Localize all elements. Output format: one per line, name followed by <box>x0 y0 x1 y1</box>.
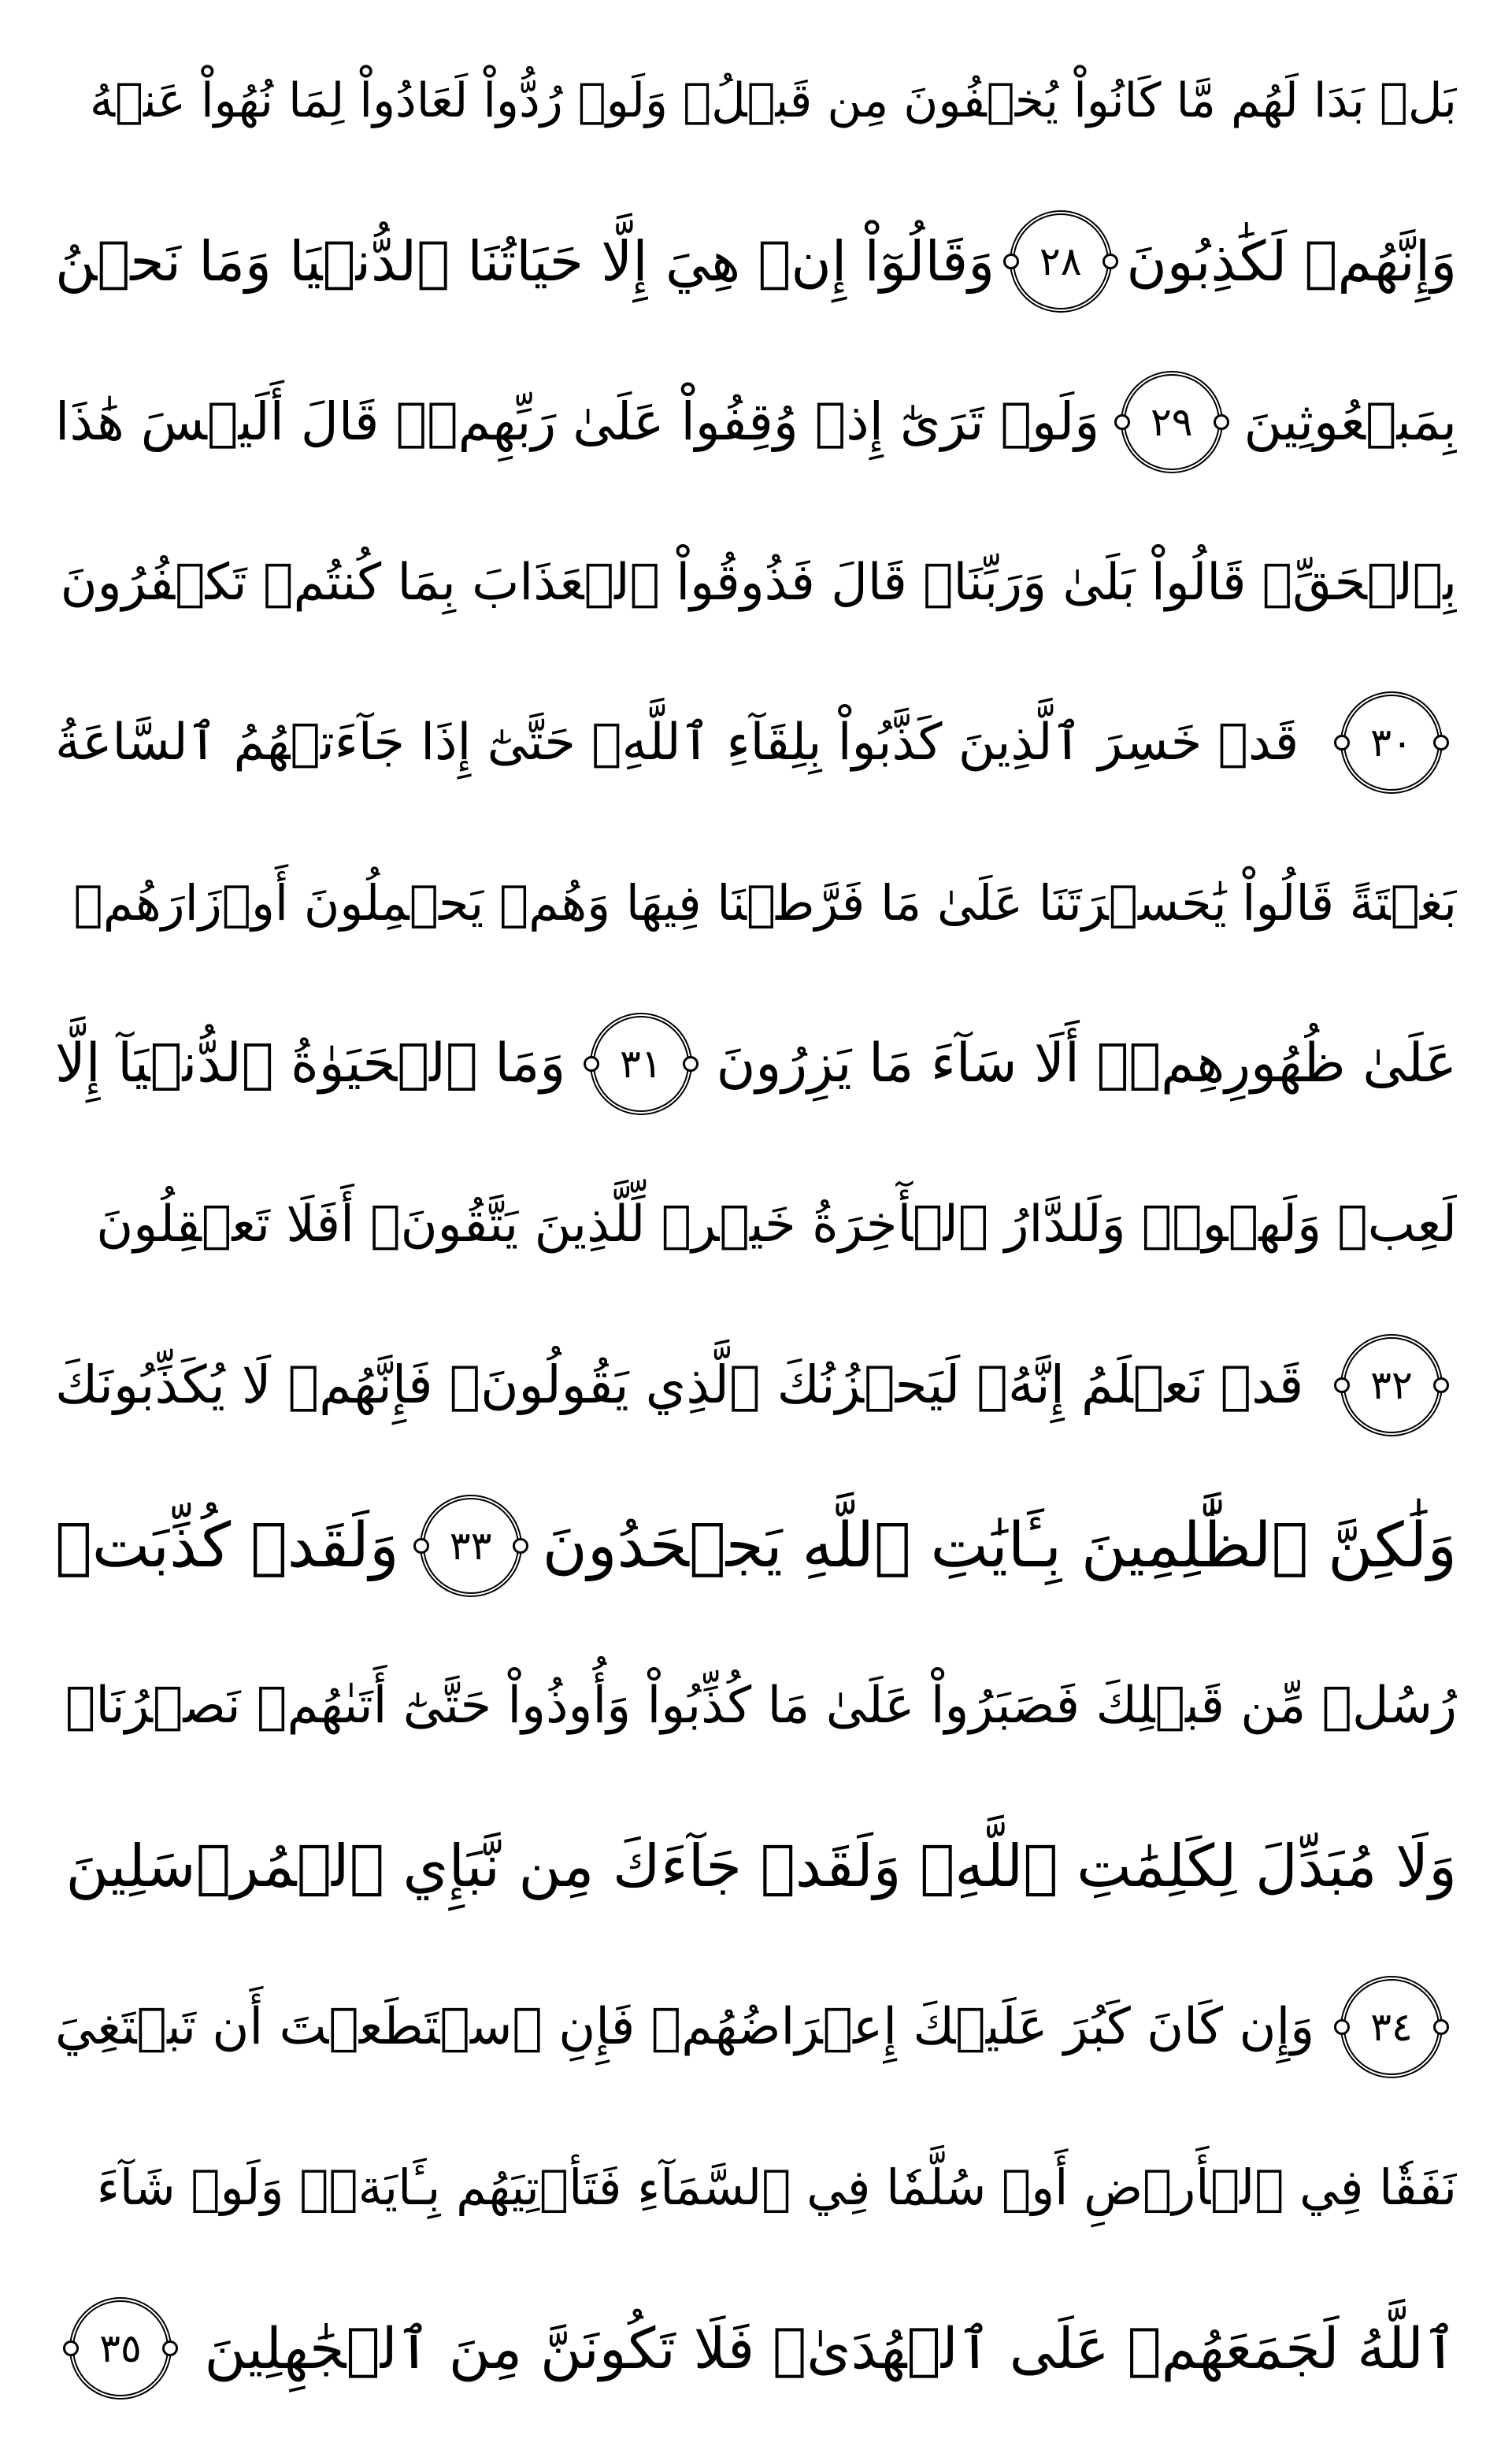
line-text: وَقَالُوٓاْ إِنۡ هِيَ إِلَّا حَيَاتُنَا ٱلدُّنۡيَا وَمَا نَحۡنُ <box>55 228 995 294</box>
text-line <box>55 1316 1457 1455</box>
line-text: نَفَقٗا فِي ٱلۡأَرۡضِ أَوۡ سُلَّمٗا فِي ٱلسَّمَآءِ فَتَأۡتِيَهُم بِـَٔايَةٖۚ وَلَوۡ شَآءَ <box>96 2158 1457 2216</box>
ayah-number-marker: ٢٩ <box>1121 371 1223 473</box>
line-text: وَمَا ٱلۡحَيَوٰةُ ٱلدُّنۡيَآ إِلَّا <box>55 1032 566 1095</box>
text-line <box>55 834 1457 973</box>
text-line <box>55 1958 1457 2096</box>
line-text: وَلَوۡ تَرَىٰٓ إِذۡ وُقِفُواْ عَلَىٰ رَبِّهِمۡۚ قَالَ أَلَيۡسَ هَٰذَا <box>55 391 1100 452</box>
line-text: لَعِبٞ وَلَهۡوٞۖ وَلَلدَّارُ ٱلۡأٓخِرَةُ خَيۡرٞ لِّلَّذِينَ يَتَّقُونَۚ أَفَلَا تَعۡقِلُونَ <box>96 1195 1457 1254</box>
line-text: بِمَبۡعُوثِينَ <box>1243 391 1457 452</box>
ayah-number-marker: ٣٣ <box>420 1495 522 1597</box>
line-text: وَلَا مُبَدِّلَ لِكَلِمَٰتِ ٱللَّهِۚ وَلَقَدۡ جَآءَكَ مِن نَّبَإِي ٱلۡمُرۡسَلِينَ <box>65 1833 1457 1901</box>
ayah-number-marker: ٢٨ <box>1010 210 1112 313</box>
text-line <box>55 2279 1457 2418</box>
text-line <box>55 192 1457 331</box>
ayah-number-marker: ٣٥ <box>69 2297 172 2400</box>
quran-page <box>55 32 1457 2418</box>
line-text: رُسُلٞ مِّن قَبۡلِكَ فَصَبَرُواْ عَلَىٰ مَا كُذِّبُواْ وَأُوذُواْ حَتَّىٰٓ أَتَىٰهُمۡ نَصۡرُنَاۚ <box>65 1677 1457 1736</box>
text-line <box>55 2118 1457 2257</box>
text-line <box>55 1636 1457 1775</box>
line-text: بِٱلۡحَقِّۚ قَالُواْ بَلَىٰ وَرَبِّنَاۚ قَالَ فَذُوقُواْ ٱلۡعَذَابَ بِمَا كُنتُمۡ تَكۡفُرُونَ <box>60 553 1457 612</box>
ayah-number-marker: ٣٢ <box>1340 1334 1443 1436</box>
text-line <box>55 353 1457 491</box>
line-text: وَلَٰكِنَّ ٱلظَّٰلِمِينَ بِـَٔايَٰتِ ٱللَّهِ يَجۡحَدُونَ <box>542 1510 1457 1581</box>
text-line <box>55 1477 1457 1615</box>
text-line <box>55 513 1457 652</box>
line-text: وَإِنَّهُمۡ لَكَٰذِبُونَ <box>1126 228 1457 294</box>
line-text: وَإِن كَانَ كَبُرَ عَلَيۡكَ إِعۡرَاضُهُمۡ فَإِنِ ٱسۡتَطَعۡتَ أَن تَبۡتَغِيَ <box>55 1998 1315 2057</box>
line-text: عَلَىٰ ظُهُورِهِمۡۚ أَلَا سَآءَ مَا يَزِرُونَ <box>716 1032 1457 1095</box>
text-line <box>55 32 1457 170</box>
text-line <box>55 1155 1457 1294</box>
line-text: قَدۡ خَسِرَ ٱلَّذِينَ كَذَّبُواْ بِلِقَآءِ ٱللَّهِۖ حَتَّىٰٓ إِذَا جَآءَتۡهُمُ ٱلسَّاعَةُ <box>55 713 1299 773</box>
line-text: بَغۡتَةً قَالُواْ يَٰحَسۡرَتَنَا عَلَىٰ مَا فَرَّطۡنَا فِيهَا وَهُمۡ يَحۡمِلُونَ أَوۡزَارَهُمۡ <box>73 874 1457 932</box>
text-line <box>55 995 1457 1133</box>
text-line <box>55 1797 1457 1936</box>
line-text: قَدۡ نَعۡلَمُ إِنَّهُۥ لَيَحۡزُنُكَ ٱلَّذِي يَقُولُونَۖ فَإِنَّهُمۡ لَا يُكَذِّبُونَكَ <box>55 1354 1304 1415</box>
text-line <box>55 673 1457 812</box>
ayah-number-marker: ٣٠ <box>1340 691 1443 794</box>
line-text: وَلَقَدۡ كُذِّبَتۡ <box>55 1510 399 1581</box>
line-text: بَلۡ بَدَا لَهُم مَّا كَانُواْ يُخۡفُونَ مِن قَبۡلُۖ وَلَوۡ رُدُّواْ لَعَادُواْ لِمَا نُهُواْ عَنۡهُ <box>89 73 1457 128</box>
line-text: ٱللَّهُ لَجَمَعَهُمۡ عَلَى ٱلۡهُدَىٰۚ فَلَا تَكُونَنَّ مِنَ ٱلۡجَٰهِلِينَ <box>204 2314 1457 2381</box>
ayah-number-marker: ٣٤ <box>1340 1976 1443 2078</box>
ayah-number-marker: ٣١ <box>590 1013 692 1115</box>
